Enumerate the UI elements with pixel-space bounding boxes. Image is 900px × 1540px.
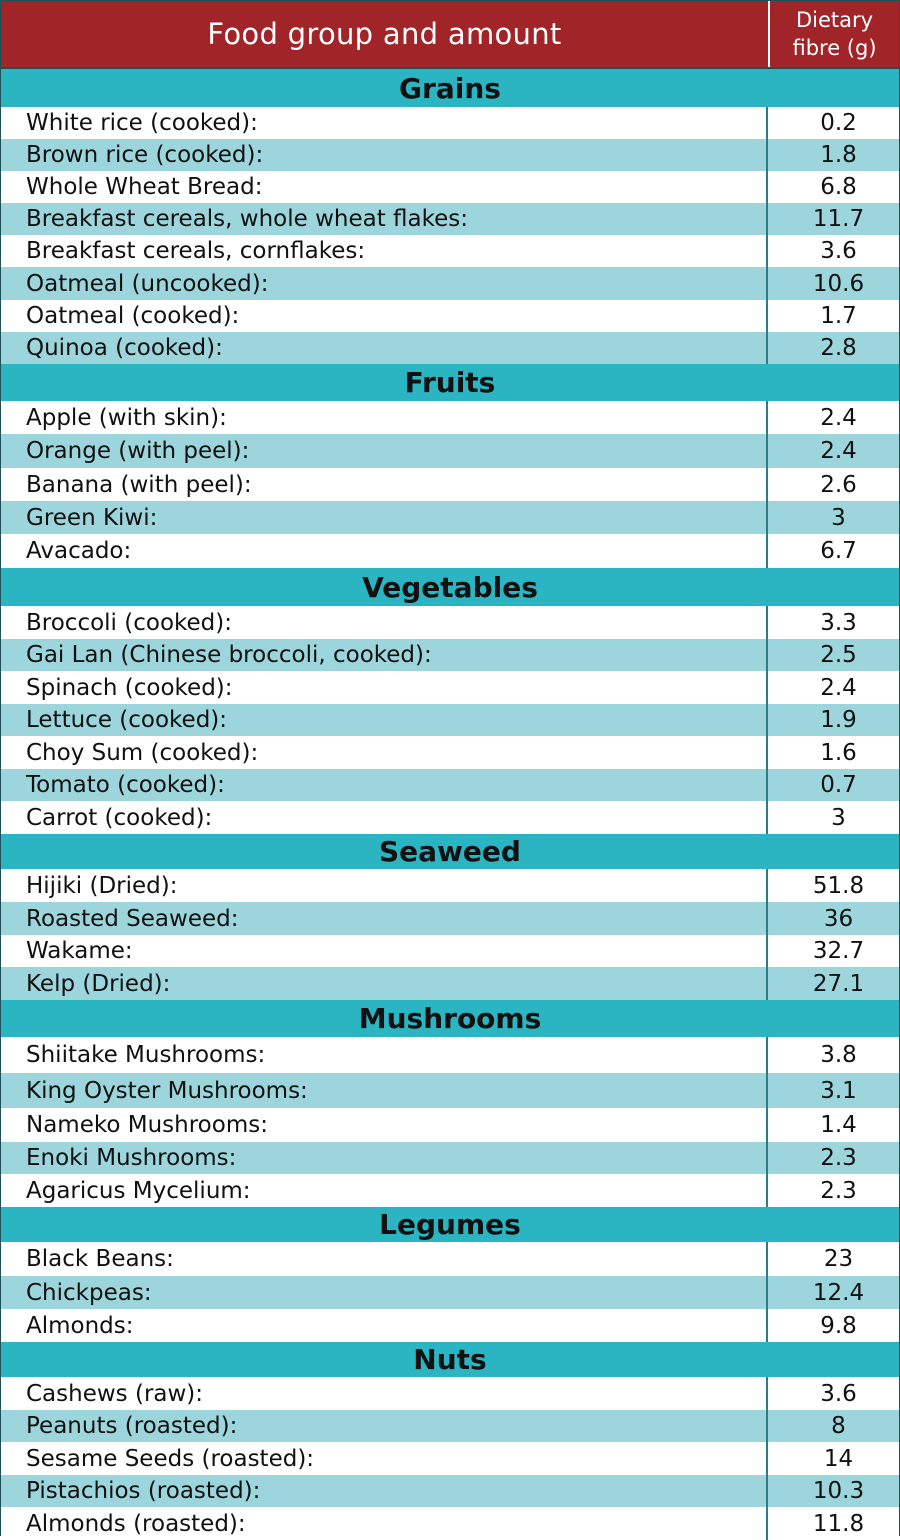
fibre-header-line2: fibre (g) [792,36,877,60]
table-row [1,171,899,203]
fibre-cell: 3.8 [820,1042,857,1068]
fibre-cell: 2.3 [820,1177,857,1204]
fibre-cell: 8 [831,1413,846,1439]
food-cell: Wakame: [1,935,768,967]
fibre-cell: 11.8 [812,1510,865,1537]
food-cell: Agaricus Mycelium: [1,1174,768,1207]
table-row [1,1475,899,1507]
table-row [1,935,899,967]
table-row [1,704,899,736]
food-cell: Avacado: [1,534,768,568]
section-header: Grains [1,69,899,107]
food-cell: Enoki Mushrooms: [1,1142,768,1174]
food-cell: Lettuce (cooked): [1,704,768,736]
fibre-cell: 32.7 [812,938,865,964]
food-cell: Whole Wheat Bread: [1,171,768,203]
table-row [1,639,899,671]
fibre-cell: 1.4 [820,1112,857,1138]
fibre-cell: 23 [823,1246,854,1272]
table-row [1,606,899,639]
food-cell: Orange (with peel): [1,434,768,468]
table-row [1,1108,899,1142]
table-row [1,1442,899,1475]
table-row [1,203,899,235]
fibre-cell: 3 [831,504,846,531]
fibre-cell: 6.7 [820,538,857,564]
food-cell: Chickpeas: [1,1276,768,1309]
section-header: Nuts [1,1342,899,1377]
section-header: Fruits [1,364,899,401]
table-row [1,1507,899,1540]
table-row [1,769,899,801]
food-cell: Shiitake Mushrooms: [1,1037,768,1073]
table-row [1,869,899,902]
fibre-cell: 1.6 [820,739,857,766]
fibre-column-header [768,1,899,67]
table-body [1,69,899,1540]
food-cell: Broccoli (cooked): [1,606,768,639]
table-row [1,139,899,171]
fibre-cell: 2.8 [820,335,857,361]
fibre-cell: 2.3 [820,1145,857,1171]
section-header: Mushrooms [1,1000,899,1037]
table-row [1,267,899,300]
food-cell: Choy Sum (cooked): [1,736,768,769]
table-row [1,1073,899,1108]
section-header: Seaweed [1,834,899,869]
fibre-cell: 10.3 [812,1478,865,1504]
fibre-header-line1: Dietary [795,8,874,32]
fibre-cell: 2.4 [820,404,857,431]
fibre-cell: 3.6 [820,1380,857,1407]
food-cell: Black Beans: [1,1242,768,1276]
food-cell: Roasted Seaweed: [1,902,768,935]
fibre-cell: 0.2 [820,110,857,136]
table-row [1,1377,899,1410]
table-row [1,1276,899,1309]
table-row [1,1037,899,1073]
table-row [1,434,899,468]
fibre-cell: 11.7 [812,206,865,232]
table-row [1,534,899,568]
fibre-cell: 1.8 [820,142,857,168]
food-cell: Banana (with peel): [1,468,768,501]
fibre-cell: 51.8 [812,872,865,899]
food-cell: Quinoa (cooked): [1,332,768,364]
table-row [1,1142,899,1174]
fibre-cell: 6.8 [820,174,857,200]
fibre-cell: 36 [823,905,854,932]
section-header: Legumes [1,1207,899,1242]
table-row [1,801,899,834]
food-cell: Carrot (cooked): [1,801,768,834]
fibre-cell: 10.6 [812,270,865,297]
table-row [1,235,899,267]
fibre-cell: 27.1 [812,970,865,997]
food-cell: Breakfast cereals, cornflakes: [1,235,768,267]
fibre-cell: 1.7 [820,303,857,329]
food-cell: Cashews (raw): [1,1377,768,1410]
table-row [1,501,899,534]
fibre-cell: 3.3 [820,609,857,636]
table-row [1,401,899,434]
food-cell: Oatmeal (uncooked): [1,267,768,300]
table-row [1,736,899,769]
food-cell: Pistachios (roasted): [1,1475,768,1507]
food-cell: Apple (with skin): [1,401,768,434]
food-cell: Spinach (cooked): [1,671,768,704]
table-row [1,902,899,935]
fibre-cell: 0.7 [820,772,857,798]
table-row [1,1174,899,1207]
table-row [1,468,899,501]
table-header [1,1,899,69]
food-cell: Almonds (roasted): [1,1507,768,1540]
food-cell: Gai Lan (Chinese broccoli, cooked): [1,639,768,671]
food-cell: Nameko Mushrooms: [1,1108,768,1142]
table-row [1,300,899,332]
fibre-cell: 2.4 [820,674,857,701]
table-row [1,1309,899,1342]
fibre-cell: 9.8 [820,1312,857,1339]
food-cell: Almonds: [1,1309,768,1342]
fibre-cell: 2.5 [820,642,857,668]
food-cell: Peanuts (roasted): [1,1410,768,1442]
food-cell: Oatmeal (cooked): [1,300,768,332]
fibre-cell: 2.6 [820,471,857,498]
table-row [1,967,899,1000]
food-cell: Breakfast cereals, whole wheat flakes: [1,203,768,235]
fibre-cell: 12.4 [812,1279,865,1306]
fibre-cell: 14 [823,1445,854,1472]
food-column-header: Food group and amount [207,17,562,51]
table-row [1,107,899,139]
food-cell: White rice (cooked): [1,107,768,139]
food-cell: Kelp (Dried): [1,967,768,1000]
table-row [1,671,899,704]
food-cell: Brown rice (cooked): [1,139,768,171]
food-cell: Hijiki (Dried): [1,869,768,902]
fibre-cell: 3.1 [820,1077,857,1104]
food-cell: Green Kiwi: [1,501,768,534]
fibre-cell: 3.6 [820,238,857,264]
table-row [1,1242,899,1276]
fibre-cell: 1.9 [820,707,857,733]
fibre-cell: 2.4 [820,438,857,464]
food-cell: Tomato (cooked): [1,769,768,801]
section-header: Vegetables [1,568,899,606]
table-row [1,332,899,364]
food-cell: Sesame Seeds (roasted): [1,1442,768,1475]
table-row [1,1410,899,1442]
fibre-cell: 3 [831,804,846,831]
food-cell: King Oyster Mushrooms: [1,1073,768,1108]
